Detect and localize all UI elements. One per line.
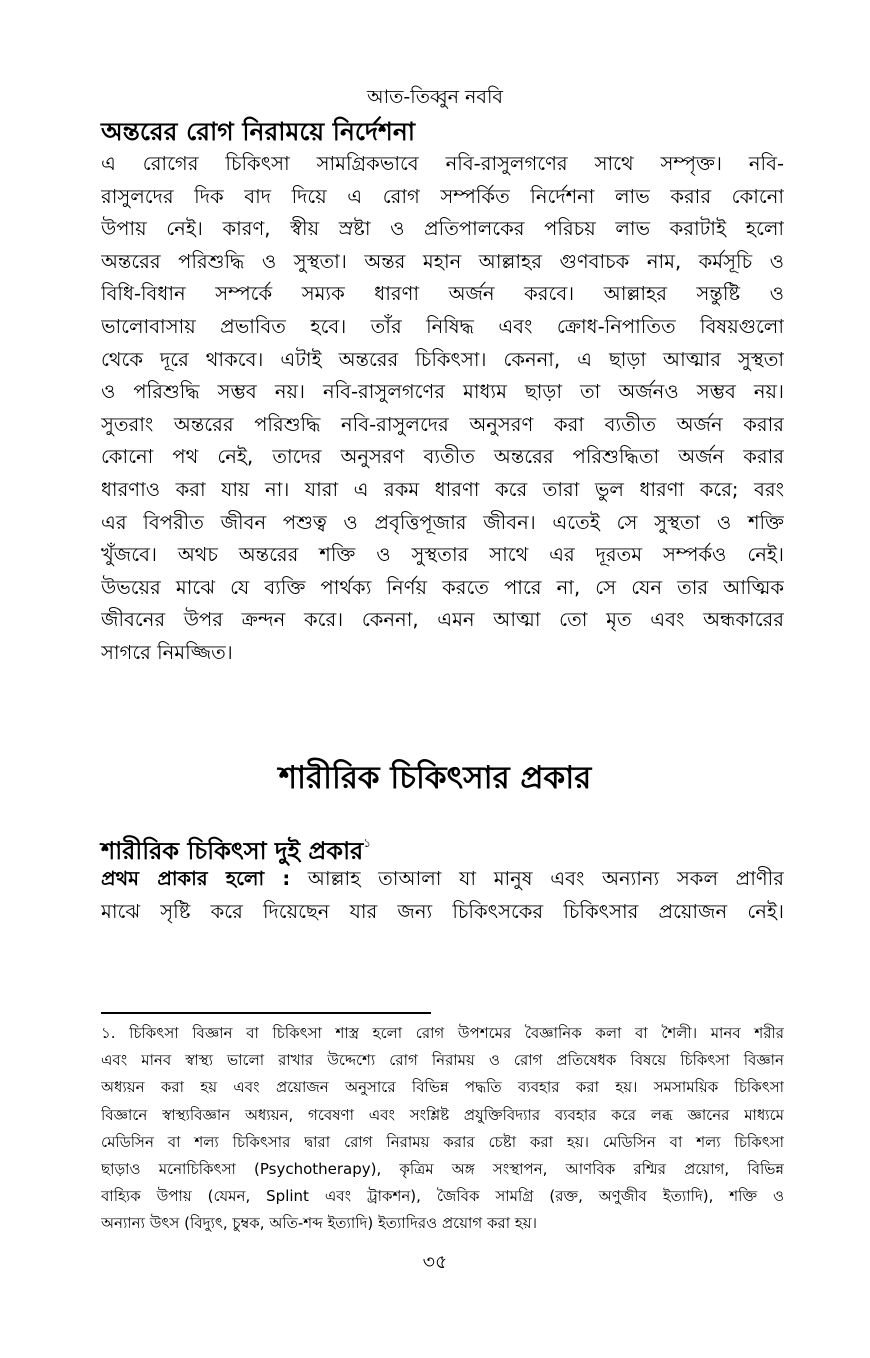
paragraph-2 — [101, 863, 784, 928]
paragraph-1 — [101, 148, 784, 670]
footnote — [101, 1020, 784, 1238]
chapter-heading: শারীরিক চিকিৎসার প্রকার — [278, 760, 592, 796]
footnote-line: বাহ্যিক উপায় (যেমন, Splint এবং ট্রাকশন), জৈবিক সামগ্রি (রক্ত, অণুজীব ইত্যাদি), শক্তি ও — [101, 1187, 784, 1206]
running-head: আত-তিব্বুন নববি — [367, 86, 503, 108]
paragraph-line: থেকে দূরে থাকবে। এটাই অন্তরের চিকিৎসা। কেননা, এ ছাড়া আত্মার সুস্থতা — [101, 347, 784, 371]
page-number: ৩৫ — [422, 1251, 448, 1273]
paragraph-line: ভালোবাসায় প্রভাবিত হবে। তাঁর নিষিদ্ধ এবং ক্রোধ-নিপাতিত বিষয়গুলো — [101, 314, 784, 338]
footnote-line: অন্যান্য উৎস (বিদ্যুৎ, চুম্বক, অতি-শব্দ ইত্যাদি) ইত্যাদিরও প্রয়োগ করা হয়। — [101, 1214, 537, 1233]
paragraph-line: রাসুলদের দিক বাদ দিয়ে এ রোগ সম্পর্কিত নির্দেশনা লাভ করার কোনো — [101, 184, 784, 208]
paragraph-line: বিধি-বিধান সম্পর্কে সম্যক ধারণা অর্জন করবে। আল্লাহর সন্তুষ্টি ও — [101, 282, 784, 306]
paragraph-line: অন্তরের পরিশুদ্ধি ও সুস্থতা। অন্তর মহান আল্লাহর গুণবাচক নাম, কর্মসূচি ও — [101, 249, 784, 273]
paragraph-line: এর বিপরীত জীবন পশুত্ব ও প্রবৃত্তিপূজার জীবন। এতেই সে সুস্থতা ও শক্তি — [101, 510, 784, 534]
paragraph-line: ধারণাও করা যায় না। যারা এ রকম ধারণা করে তারা ভুল ধারণা করে; বরং — [101, 477, 784, 501]
paragraph-line: কোনো পথ নেই, তাদের অনুসরণ ব্যতীত অন্তরের পরিশুদ্ধিতা অর্জন করার — [101, 445, 784, 469]
paragraph-line: খুঁজবে। অথচ অন্তরের শক্তি ও সুস্থতার সাথে এর দূরতম সম্পর্কও নেই। — [101, 543, 784, 567]
section-heading: অন্তরের রোগ নিরাময়ে নির্দেশনা — [101, 117, 416, 146]
paragraph-line: ও পরিশুদ্ধি সম্ভব নয়। নবি-রাসুলগণের মাধ্যম ছাড়া তা অর্জনও সম্ভব নয়। — [101, 380, 784, 404]
footnote-line: অধ্যয়ন করা হয় এবং প্রয়োজন অনুসারে বিভিন্ন পদ্ধতি ব্যবহার করা হয়। সমসাময়িক চিকিৎসা — [101, 1078, 784, 1097]
paragraph-line — [101, 863, 784, 896]
paragraph-line: উপায় নেই। কারণ, স্বীয় স্রষ্টা ও প্রতিপালকের পরিচয় লাভ করাটাই হলো — [101, 217, 784, 241]
footnote-divider — [101, 1012, 431, 1014]
footnote-line: ১. চিকিৎসা বিজ্ঞান বা চিকিৎসা শাস্ত্র হলো রোগ উপশমের বৈজ্ঞানিক কলা বা শৈলী। মানব শরীর — [101, 1024, 784, 1042]
footnote-line: ছাড়াও মনোচিকিৎসা (Psychotherapy), কৃত্রিম অঙ্গ সংস্থাপন, আণবিক রশ্মির প্রয়োগ, বিভিন্ন — [101, 1159, 784, 1178]
paragraph-line: উভয়ের মাঝে যে ব্যক্তি পার্থক্য নির্ণয় করতে পারে না, সে যেন তার আত্মিক — [101, 575, 784, 599]
footnote-marker[interactable]: ১ — [363, 836, 372, 850]
paragraph-line: সাগরে নিমজ্জিত। — [101, 640, 233, 664]
paragraph-line: মাঝে সৃষ্টি করে দিয়েছেন যার জন্য চিকিৎসকের চিকিৎসার প্রয়োজন নেই। — [101, 899, 784, 923]
footnote-line: এবং মানব স্বাস্থ্য ভালো রাখার উদ্দেশ্যে রোগ নিরাময় ও রোগ প্রতিষেধক বিষয়ে চিকিৎসা বিজ্ঞান — [101, 1051, 784, 1070]
paragraph-line-rest: আল্লাহ তাআলা যা মানুষ এবং অন্যান্য সকল প্রাণীর — [290, 867, 784, 890]
sub-heading-text: শারীরিক চিকিৎসা দুই প্রকার — [101, 837, 364, 865]
footnote-line: বিজ্ঞানে স্বাস্থ্যবিজ্ঞান অধ্যয়ন, গবেষণা এবং সংশ্লিষ্ট প্রযুক্তিবিদ্যার ব্যবহার করে লব্ধ জ্ঞানের মাধ্যমে — [101, 1105, 784, 1124]
footnote-line: মেডিসিন বা শল্য চিকিৎসার দ্বারা রোগ নিরাময় করার চেষ্টা করা হয়। মেডিসিন বা শল্য চিকিৎসা — [101, 1132, 784, 1151]
paragraph-line: এ রোগের চিকিৎসা সামগ্রিকভাবে নবি-রাসুলগণের সাথে সম্পৃক্ত। নবি- — [101, 152, 784, 175]
paragraph-line: জীবনের উপর ক্রন্দন করে। কেননা, এমন আত্মা তো মৃত এবং অন্ধকারের — [101, 608, 784, 632]
paragraph-line: সুতরাং অন্তরের পরিশুদ্ধি নবি-রাসুলদের অনুসরণ করা ব্যতীত অর্জন করার — [101, 412, 784, 436]
paragraph-lead: প্রথম প্রাকার হলো : — [101, 867, 291, 890]
